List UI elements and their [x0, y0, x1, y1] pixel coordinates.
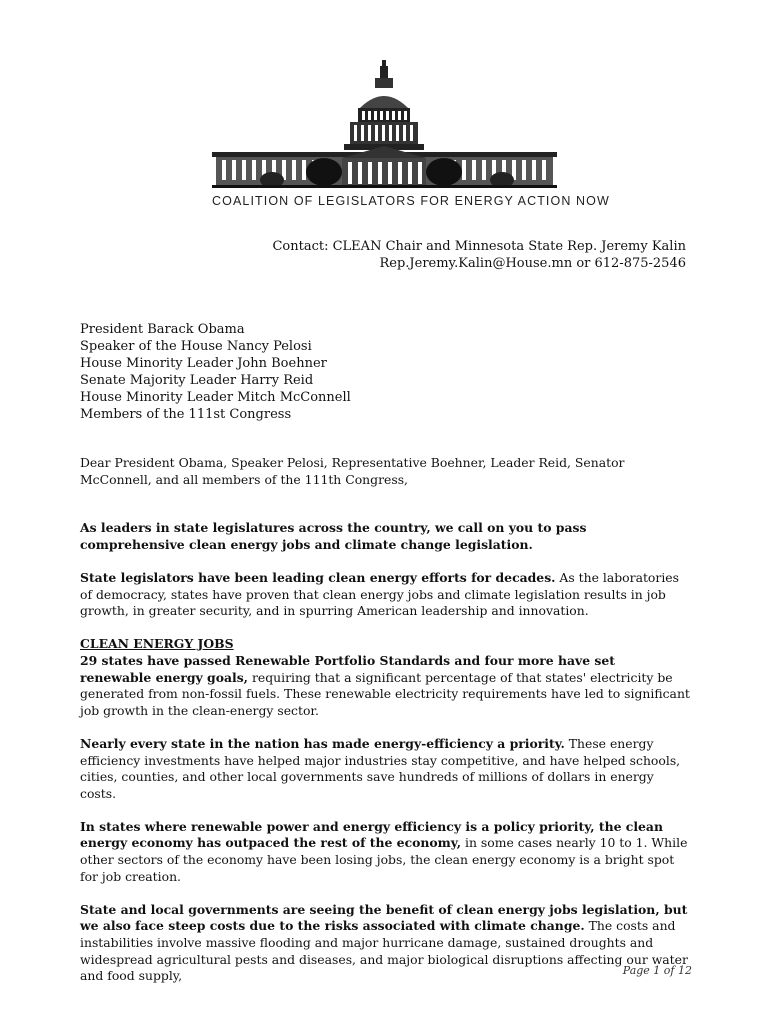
recipient-line: Members of the 111st Congress [80, 407, 292, 422]
paragraph-lead: State and local governments are seeing the benefit of clean energy jobs legislation, but we also face steep costs due to the risks associated with climate change. [80, 901, 688, 934]
recipient-line: President Barack Obama [80, 322, 245, 337]
paragraph-lead: State legislators have been leading clean energy efforts for decades. [80, 569, 556, 585]
paragraph [80, 736, 690, 802]
salutation: Dear President Obama, Speaker Pelosi, Representative Boehner, Leader Reid, Senator McConnell, and all members of the 111th Congress, [80, 455, 625, 487]
contact-block [272, 238, 686, 272]
recipient-line: House Minority Leader Mitch McConnell [80, 390, 351, 405]
paragraph [80, 653, 690, 719]
paragraph-lead: In states where renewable power and energy efficiency is a policy priority, the clean energy economy has outpaced the rest of the economy, [80, 818, 663, 851]
letterhead [0, 60, 768, 210]
paragraph-text: The costs and instabilities involve massive flooding and major hurricane damage, sustained droughts and widespread agricultural pests and diseases, and major biological disruptions affecting our water and food supply, [80, 918, 688, 984]
contact-line: Contact: CLEAN Chair and Minnesota State Rep. Jeremy Kalin [272, 239, 686, 254]
paragraph-text: These energy efficiency investments have helped major industries stay competitive, and have helped schools, cities, counties, and other local governments save hundreds of millions of dollars in energy costs. [80, 735, 681, 801]
paragraph-text: in some cases nearly 10 to 1. While other sectors of the economy have been losing jobs, the clean energy economy is a bright spot for job creation. [80, 835, 688, 884]
contact-email-phone: Rep.Jeremy.Kalin@House.mn or 612-875-2546 [379, 256, 686, 271]
recipient-line: Speaker of the House Nancy Pelosi [80, 339, 312, 354]
section-heading: CLEAN ENERGY JOBS [80, 636, 234, 652]
letter-body [80, 455, 690, 1001]
paragraph-text: requiring that a significant percentage of that states' electricity be generated from non-fossil fuels. These renewable electricity requirements have led to significant job growth in the clean-energy sector. [80, 669, 690, 718]
recipient-line: Senate Majority Leader Harry Reid [80, 373, 314, 388]
paragraph-lead: 29 states have passed Renewable Portfolio Standards and four more have set renewable energy goals, [80, 652, 615, 685]
paragraph-text: As the laboratories of democracy, states have proven that clean energy jobs and climate legislation results in job growth, in greater security, and in spurring American leadership and innovation. [80, 569, 679, 619]
paragraph [80, 902, 690, 985]
paragraph [80, 570, 690, 620]
paragraph-lead: Nearly every state in the nation has made energy-efficiency a priority. [80, 735, 565, 751]
paragraph [80, 819, 690, 885]
org-name: COALITION OF LEGISLATORS FOR ENERGY ACTION NOW [212, 194, 610, 208]
recipient-line: House Minority Leader John Boehner [80, 356, 327, 371]
page-number: Page 1 of 12 [622, 964, 692, 977]
recipient-list [80, 321, 351, 423]
capitol-building-icon [212, 60, 557, 190]
opening-paragraph: As leaders in state legislatures across the country, we call on you to pass comprehensive clean energy jobs and climate change legislation. [80, 520, 587, 552]
